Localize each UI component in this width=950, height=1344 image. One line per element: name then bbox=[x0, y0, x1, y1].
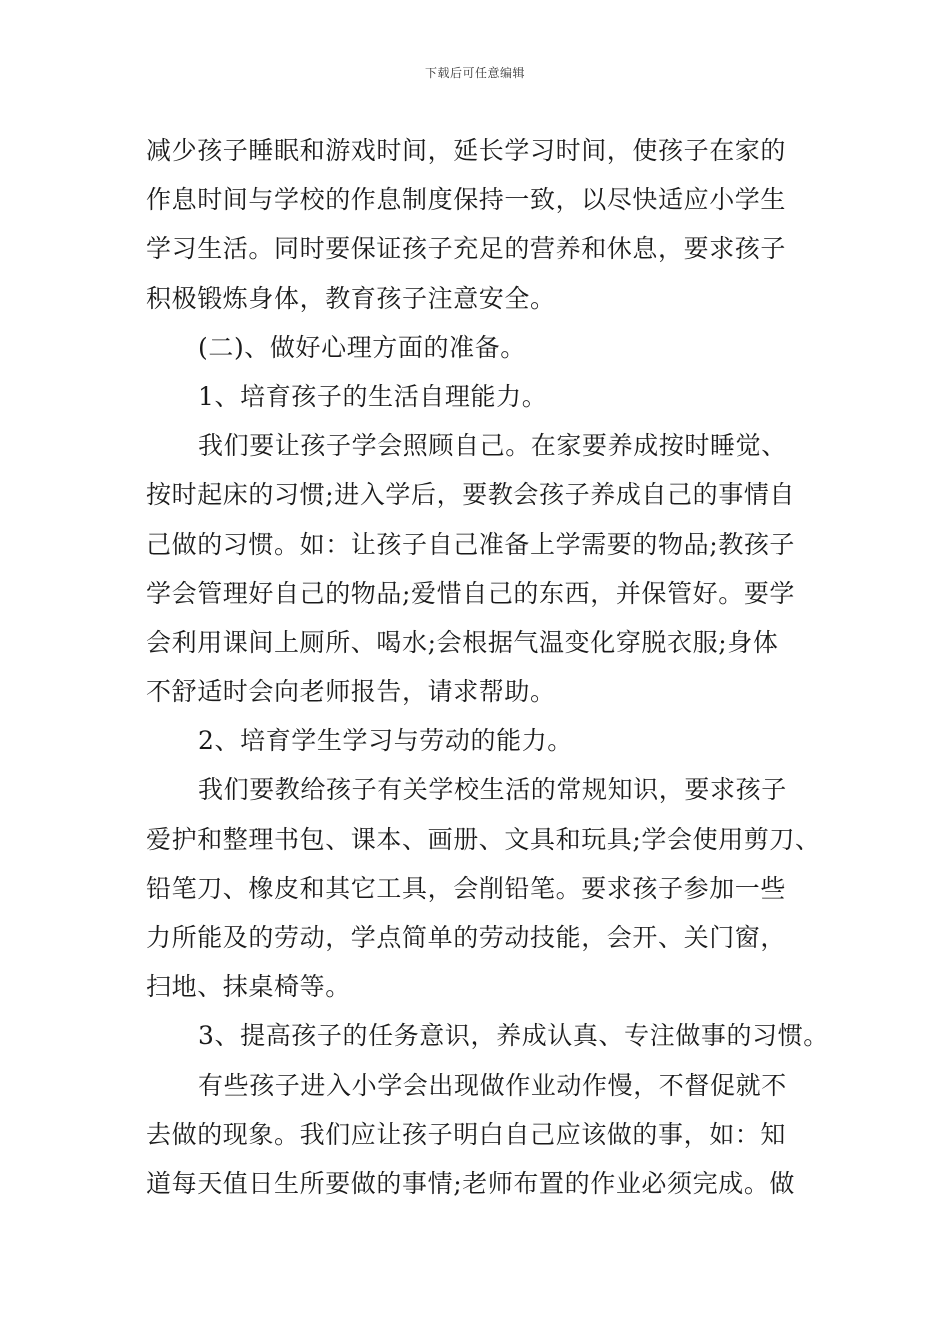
text-line: 学会管理好自己的物品;爱惜自己的东西，并保管好。要学 bbox=[146, 578, 796, 608]
text-line: 作息时间与学校的作息制度保持一致，以尽快适应小学生 bbox=[146, 185, 787, 215]
page-header: 下载后可任意编辑 bbox=[424, 66, 525, 80]
paragraph-start: 有些孩子进入小学会出现做作业动作慢，不督促就不 bbox=[198, 1070, 787, 1100]
text-line: 道每天值日生所要做的事情;老师布置的作业必须完成。做 bbox=[146, 1168, 796, 1198]
text-line: 铅笔刀、橡皮和其它工具，会削铅笔。要求孩子参加一些 bbox=[146, 873, 787, 903]
text-line: 扫地、抹桌椅等。 bbox=[146, 972, 351, 1002]
text-line: 积极锻炼身体，教育孩子注意安全。 bbox=[146, 283, 556, 313]
document-body bbox=[146, 126, 829, 1208]
subsection-heading: 3、提高孩子的任务意识，养成认真、专注做事的习惯。 bbox=[198, 1021, 829, 1051]
text-line: 减少孩子睡眠和游戏时间，延长学习时间，使孩子在家的 bbox=[146, 136, 787, 165]
subsection-heading: 1、培育孩子的生活自理能力。 bbox=[198, 381, 548, 411]
text-line: 学习生活。同时要保证孩子充足的营养和休息，要求孩子 bbox=[146, 234, 787, 264]
paragraph-start: 我们要教给孩子有关学校生活的常规知识，要求孩子 bbox=[198, 775, 787, 805]
text-line: 按时起床的习惯;进入学后，要教会孩子养成自己的事情自 bbox=[146, 480, 796, 510]
text-line: 力所能及的劳动，学点简单的劳动技能，会开、关门窗， bbox=[146, 923, 787, 952]
text-line: 不舒适时会向老师报告，请求帮助。 bbox=[146, 677, 556, 707]
paragraph-start: 我们要让孩子学会照顾自己。在家要养成按时睡觉、 bbox=[198, 431, 787, 461]
text-line: 己做的习惯。如：让孩子自己准备上学需要的物品;教孩子 bbox=[146, 529, 796, 559]
section-heading: (二)、做好心理方面的准备。 bbox=[198, 332, 526, 362]
subsection-heading: 2、培育学生学习与劳动的能力。 bbox=[198, 726, 573, 756]
text-line: 会利用课间上厕所、喝水;会根据气温变化穿脱衣服;身体 bbox=[146, 627, 779, 657]
text-line: 去做的现象。我们应让孩子明白自己应该做的事，如：知 bbox=[146, 1119, 787, 1149]
text-line: 爱护和整理书包、课本、画册、文具和玩具;学会使用剪刀、 bbox=[146, 824, 821, 854]
